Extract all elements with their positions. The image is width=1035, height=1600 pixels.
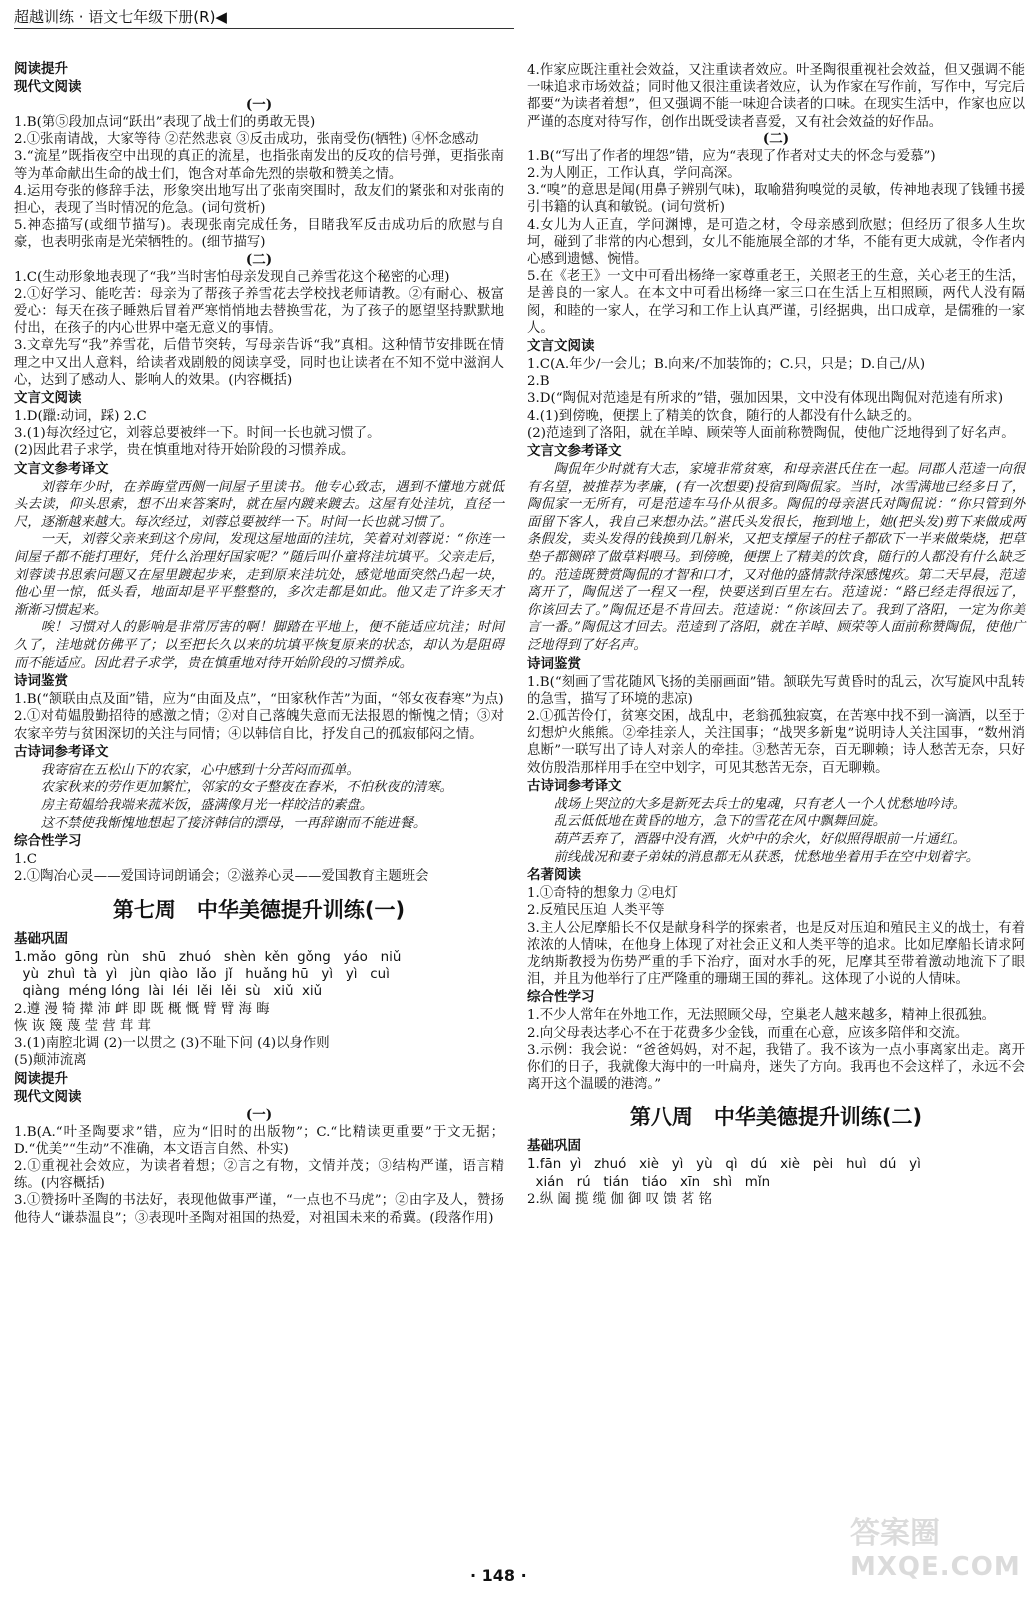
section-heading: 古诗词参考译文 [527, 777, 622, 794]
answer-line: (5)颠沛流离 [14, 1053, 87, 1069]
page-number: · 148 · [470, 1566, 527, 1585]
answer-line: 2.①重视社会效应，为读者着想；②言之有物，文情并茂；③结构严谨，语言精练。(内容概括) [14, 1159, 504, 1192]
answer-line: 1.C(生动形象地表现了“我”当时害怕母亲发现自己养雪花这个秘密的心理) [14, 269, 450, 285]
answer-line: 2.B [527, 374, 550, 390]
answer-line: 2.①陶冶心灵——爱国诗词朗诵会；②滋养心灵——爱国教育主题班会 [14, 869, 429, 885]
answer-line: 1.①奇特的想象力 ②电灯 [527, 886, 678, 902]
answer-line: 1.B(“颔联由点及面”错，应为“由面及点”，“田家秋作苦”为面，“邻女夜舂寒”为点) [14, 692, 504, 708]
subsection-heading: (二) [762, 130, 790, 147]
watermark-logo [850, 1508, 1020, 1588]
translation-paragraph: 战场上哭泣的大多是新死去兵士的鬼魂，只有老人一个人忧愁地吟诗。 [553, 796, 966, 812]
answer-line: 4.女儿为人正直，学问渊博，是可造之材，令母亲感到欣慰；但经历了很多人生坎坷，碰到了非常的内心想到，女儿不能施展全部的才华，不能有更大成就，令作者内心感到遗憾、惋惜。 [527, 217, 1025, 268]
answer-line: 1.不少人常年在外地工作，无法照顾父母，空巢老人越来越多，精神上很孤独。 [527, 1008, 996, 1024]
translation-paragraph: 前线战况和妻子弟妹的消息都无从获悉，忧愁地坐着用手在空中划着字。 [553, 849, 980, 865]
answer-line: 4.(1)到傍晚，便摆上了精美的饮食，随行的人都没有什么缺乏的。 [527, 408, 921, 424]
answer-line: 3.①赞扬叶圣陶的书法好，表现他做事严谨，“一点也不马虎”；②由字及人，赞扬他待人“谦恭温良”；③表现叶圣陶对祖国的热爱，对祖国未来的希冀。(段落作用) [14, 1193, 504, 1226]
answer-line: 1.C [14, 852, 38, 868]
watermark-text: 答案圈 [850, 1516, 940, 1551]
translation-paragraph: 唉！习惯对人的影响是非常厉害的啊！脚踏在平地上，便不能适应坑洼；时间久了，洼地就仿佛平了；以至把长久以来的坑填平恢复原来的状态，却认为是阻碍而不能适应。因此君子求学，贵在慎重地对待开始阶段的习惯养成。 [14, 620, 504, 671]
answer-line: 3.文章先写“我”养雪花，后借节突转，写母亲告诉“我”真相。这种情节安排既在情理之中又出人意料，给读者戏剧般的阅读享受，同时也让读者在不知不觉中滋润人心，达到了感动人、影响人的效果。(内容概括) [14, 338, 504, 388]
section-heading: 综合性学习 [527, 989, 595, 1006]
answer-line: 2.向父母表达孝心不在于花费多少金钱，而重在心意，应该多陪伴和交流。 [527, 1025, 969, 1041]
section-heading: 综合性学习 [14, 833, 82, 850]
section-heading: 现代文阅读 [14, 1088, 82, 1105]
answer-line: 3.主人公尼摩船长不仅是献身科学的探索者，也是反对压迫和殖民主义的战士，有着浓浓的人情味，在他身上体现了对社会正义和人类平等的追求。比如尼摩船长请求阿龙纳斯教授为伤势严重的手下治疗，面对水手的死，尼摩其至带着激动地流下了眼泪，并且为他举行了庄严隆重的珊瑚王国的葬礼。这体现了小说的人情味。 [527, 920, 1025, 988]
answer-line: 2.纵 阖 揽 缆 伽 御 叹 馈 茗 铭 [527, 1192, 712, 1208]
answer-line: 恢 诙 篾 蔑 莹 营 茸 茸 [14, 1019, 151, 1034]
running-header: 超越训练 · 语文七年级下册(R)◀ [14, 8, 227, 26]
translation-paragraph: 葫芦丢弃了，酒器中没有酒，火炉中的余火，好似照得眼前一片通红。 [553, 832, 966, 847]
section-heading: 名著阅读 [527, 867, 581, 884]
translation-paragraph: 陶侃年少时就有大志，家境非常贫寒，和母亲湛氏住在一起。同郡人范逵一向很有名望，被推荐为孝廉，(有一次想要)投宿到陶侃家。当时，冰雪满地已经多日了，陶侃家一无所有，可是范逵车马仆从很多。陶侃的母亲湛氏对陶侃说：“你只管到外面留下客人，我自己来想办法。”湛氏头发很长，拖到地上，她(把头发)剪下来做成两条假发，卖头发得的钱换到几斛米，又把支撑屋子的柱子都砍下一半来做柴烧，把草垫子都铡碎了做草料喂马。到傍晚，便摆上了精美的饮食，随行的人都没有什么缺乏的。范逵既赞赏陶侃的才智和口才，又对他的盛情款待深感愧疚。第二天早晨，范逵离开了，陶侃送了一程又一程，快要送到百里左右。范逵说：“路已经走得很远了，你该回去了。”陶侃还是不肯回去。范逵说：“你该回去了。我到了洛阳，一定为你美言一番。”陶侃这才回去。范逵到了洛阳，就在羊晫、顾荣等人面前称赞陶侃，使他广泛地得到了好名声。 [527, 462, 1025, 653]
watermark-url: MXQE.COM [850, 1552, 1021, 1582]
answer-line: 3.D(“陶侃对范逵是有所求的”错，强加因果，文中没有体现出陶侃对范逵有所求) [527, 391, 1004, 407]
answer-line: 3.“流星”既指夜空中出现的真正的流星，也指张南发出的反攻的信号弹，更指张南等为革命献出生命的战士们，饱含对革命先烈的崇敬和赞美之情。 [14, 149, 504, 182]
section-heading: 基础巩固 [527, 1138, 581, 1155]
answer-line: 2.①张南请战，大家等待 ②茫然悲哀 ③反击成功，张南受伤(牺牲) ④怀念感动 [14, 132, 479, 148]
pinyin-line: 1.fān yì zhuó xiè yì yù qì dú xiè pèi huì dú yì [527, 1157, 921, 1173]
section-heading: 阅读提升 [14, 1070, 68, 1087]
translation-paragraph: 一天，刘蓉父亲来到这个房间，发现这屋地面的洼坑，笑着对刘蓉说：“你连一间屋子都不能打理好，凭什么治理好国家呢？”随后叫仆童将洼坑填平。父亲走后，刘蓉读书思索问题又在屋里踱起步来，走到原来洼坑处，感觉地面突然凸起一块，他心里一惊，低头看，地面却是平平整整的，多次走都是如此。他又走了许多天才渐渐习惯起来。 [14, 532, 504, 618]
answer-line: 3.(1)南腔北调 (2)一以贯之 (3)不耻下问 (4)以身作则 [14, 1036, 330, 1052]
pinyin-line: qiàng méng lóng lài léi lěi lěi sù xiǔ xiǔ [14, 984, 323, 1000]
answer-line: 3.“嗅”的意思是闻(用鼻子辨别气味)，取喻猎狗嗅觉的灵敏，传神地表现了钱锺书援引书籍的认真和敏锐。(词句赏析) [527, 183, 1025, 216]
answer-line: 2.①对荀媪殷勤招待的感激之情；②对自己落魄失意而无法报恩的惭愧之情；③对农家辛劳与贫困深切的关注与同情；④以韩信自比，抒发自己的孤寂郁闷之情。 [14, 709, 504, 742]
right-column [527, 62, 1025, 1208]
answer-line: 1.B(第⑤段加点词“跃出”表现了战士们的勇敢无畏) [14, 115, 316, 130]
pinyin-line: 1.mǎo gōng rùn shū zhuó shèn kěn gǒng yáo niǔ [14, 949, 402, 965]
answer-line: 1.B(“刻画了雪花随风飞扬的美丽画面”错。颔联先写黄昏时的乱云，次写旋风中乱转的急雪，描写了环境的悲凉) [527, 674, 1025, 707]
answer-line: 1.B(A.“叶圣陶要求”错，应为“旧时的出版物”；C.“比精读更重要”于文无据；D.“优美”“生动”不准确，本文语言自然、朴实) [14, 1124, 504, 1157]
section-heading: 文言文阅读 [14, 390, 82, 407]
left-column [14, 60, 504, 1227]
answer-line: 4.运用夸张的修辞手法，形象突出地写出了张南突围时，敌友们的紧张和对张南的担心，表现了当时情况的危急。(词句赏析) [14, 183, 504, 217]
answer-line: 4.作家应既注重社会效益，又注重读者效应。叶圣陶很重视社会效益，但又强调不能一味追求市场效益；同时他又很注重读者效应，认为作家在写作前，写作中，写完后都要“为读者着想”，但又强调不能一味迎合读者的口味。在现实生活中，作家也应以严谨的态度对待写作，创作出既受读者喜爱，又有社会效益的好作品。 [527, 63, 1025, 130]
answer-line: 2.①好学习、能吃苦：母亲为了帮孩子养雪花去学校找老师请教。②有耐心、极富爱心：每天在孩子睡熟后冒着严寒悄悄地去替换雪花，为了孩子的愿望坚持默默地付出，在孩子的内心世界中毫无意义的事情。 [14, 286, 504, 337]
answer-line: 1.C(A.年少/一会儿；B.向来/不加装饰的；C.只，只是；D.自己/从) [527, 357, 926, 373]
section-heading: 文言文参考译文 [14, 460, 109, 477]
answer-line: 1.B(“写出了作者的埋怨”错，应为“表现了作者对丈夫的怀念与爱慕”) [527, 148, 936, 164]
section-heading: 现代文阅读 [14, 79, 82, 95]
week-title: 第七周 中华美德提升训练(一) [112, 897, 406, 922]
answer-line: 2.①孤苦伶仃，贫寒交困，战乱中，老翁孤独寂寞，在苦寒中找不到一滴酒，以至于幻想炉火熊熊。②牵挂亲人，关注国事；“战哭多新鬼”说明诗人关注国事，“数州消息断”一联写出了诗人对亲人的牵挂。③愁苦无奈，百无聊赖；诗人愁苦无奈，只好效仿殷浩那样用手在空中划字，可见其愁苦无奈，百无聊赖。 [527, 709, 1025, 776]
subsection-heading: (一) [245, 1106, 273, 1123]
header-rule [14, 28, 514, 29]
week-title: 第八周 中华美德提升训练(二) [629, 1105, 923, 1130]
translation-paragraph: 这不禁使我惭愧地想起了接济韩信的漂母，一再辞谢而不能进餐。 [40, 815, 427, 831]
answer-line: 2.反殖民压迫 人类平等 [527, 903, 665, 919]
section-heading: 文言文参考译文 [527, 443, 622, 460]
pinyin-line: yù zhuì tà yì jùn qiào lǎo jǐ huǎng hū yì yì cuì [14, 966, 390, 982]
translation-paragraph: 房主荀媪给我端来菰米饭，盛满像月光一样皎洁的素盘。 [40, 797, 374, 813]
translation-paragraph: 我寄宿在五松山下的农家，心中感到十分苦闷而孤单。 [40, 762, 360, 778]
answer-line: 1.D(躐:动词，踩) 2.C [14, 409, 147, 425]
section-heading: 古诗词参考译文 [14, 743, 109, 760]
subsection-heading: (二) [245, 251, 273, 268]
answer-line: 5.在《老王》一文中可看出杨绛一家尊重老王，关照老王的生意，关心老王的生活，是善良的一家人。在本文中可看出杨绛一家三口在生活上互相照顾，两代人没有隔阂，和睦的一家人，在学习和工作上认真严谨，引经据典，出口成章，是儒雅的一家人。 [527, 269, 1025, 336]
answer-line: (2)因此君子求学，贵在慎重地对待开始阶段的习惯养成。 [14, 443, 355, 459]
section-heading: 诗词鉴赏 [14, 673, 68, 690]
answer-line: 3.(1)每次经过它，刘蓉总要被绊一下。时间一长也就习惯了。 [14, 426, 381, 442]
pinyin-line: xián rú tián tiáo xīn shì mǐn [527, 1174, 771, 1190]
section-heading: 诗词鉴赏 [527, 655, 581, 672]
translation-paragraph: 乱云低低地在黄昏的地方，急下的雪花在风中飘舞回旋。 [553, 814, 887, 830]
answer-line: (2)范逵到了洛阳，就在羊晫、顾荣等人面前称赞陶侃，使他广泛地得到了好名声。 [527, 425, 1015, 441]
translation-paragraph: 农家秋来的劳作更加繁忙，邻家的女子整夜在舂米，不怕秋夜的清寒。 [40, 780, 453, 796]
section-heading: 文言文阅读 [527, 338, 595, 355]
answer-line: 2.遵 漫 犄 撵 沛 衅 即 既 概 慨 臂 臂 海 晦 [14, 1001, 270, 1017]
answer-line: 3.示例：我会说：“爸爸妈妈，对不起，我错了。我不该为一点小事离家出走。离开你们的日子，我就像大海中的一叶扁舟，迷失了方向。我再也不会这样了，永远不会离开这个温暖的港湾。” [527, 1042, 1025, 1093]
subsection-heading: (一) [245, 97, 273, 113]
translation-paragraph: 刘蓉年少时，在养晦堂西侧一间屋子里读书。他专心致志，遇到不懂地方就低头去读，仰头思索，想不出来答案时，就在屋内踱来踱去。这屋有处洼坑，直径一尺，逐渐越来越大。每次经过，刘蓉总要被绊一下。时间一长也就习惯了。 [14, 479, 504, 530]
answer-line: 5.神态描写(或细节描写)。表现张南完成任务，目睹我军反击成功后的欣慰与自豪，也表明张南是光荣牺牲的。(细节描写) [14, 218, 504, 251]
section-heading: 基础巩固 [14, 930, 68, 947]
answer-line: 2.为人刚正，工作认真，学问高深。 [527, 166, 741, 182]
section-heading: 阅读提升 [14, 61, 68, 77]
